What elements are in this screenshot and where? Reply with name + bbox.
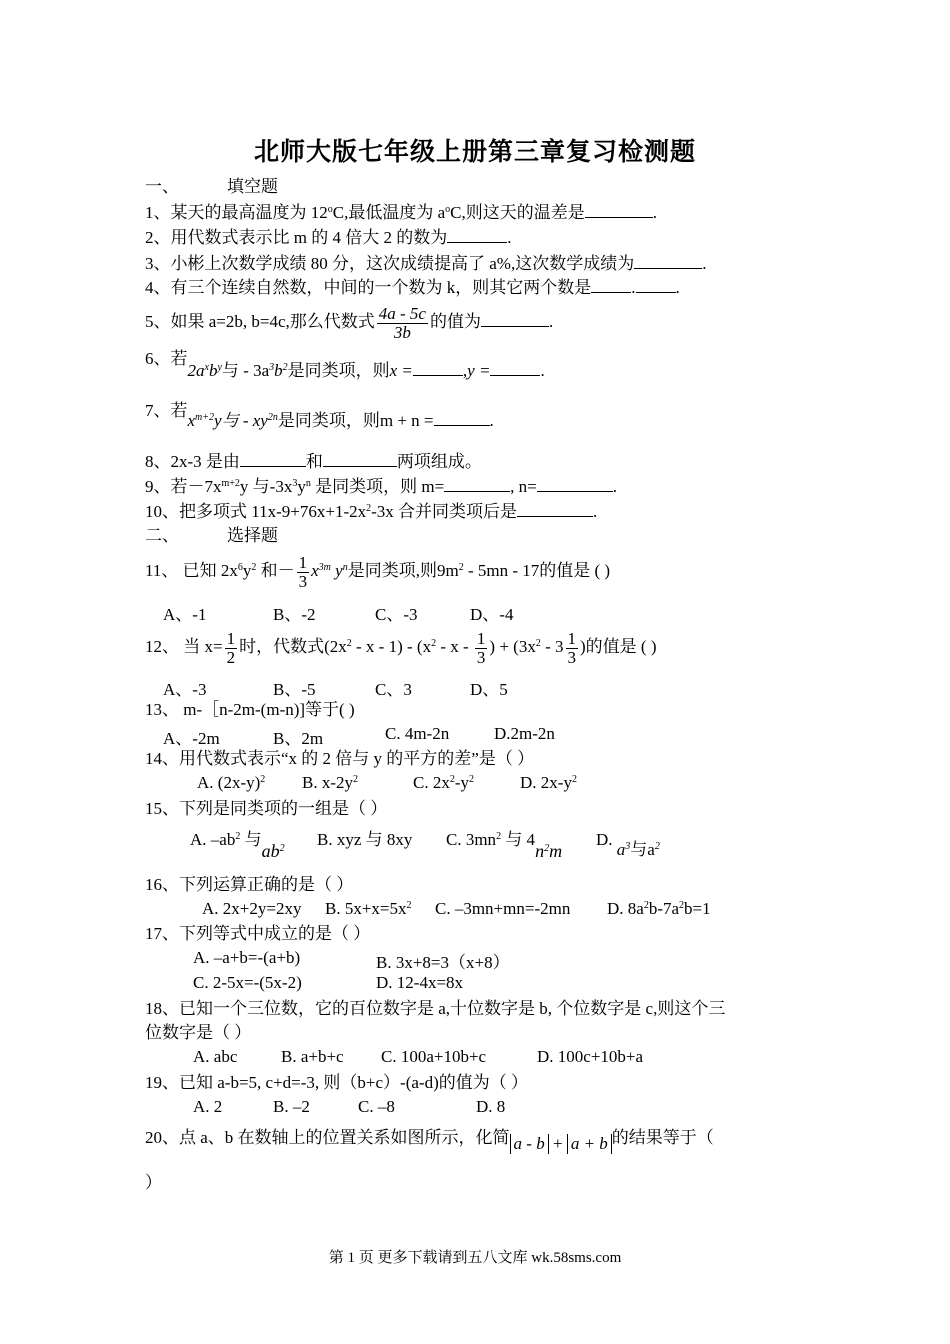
question-18-cont: 位数字是（ ） [145,1023,252,1042]
option-d[interactable]: D.2m-2n [494,724,555,743]
option-d[interactable]: D. 100c+10b+a [537,1047,644,1066]
question-11: 11、 已知 $2x^6y^2$ 和－ $\frac{1}{3}$ $x^{3m}$ $y^n$是同类项,则$9m^2 - 5mn - 17$的值是 ( ) [145,552,611,591]
question-10: 10、把多项式 $11x-9+76x+1-2x^2-3x$ 合并同类项后是 . [145,502,598,521]
option-b[interactable]: B. xyz 与 8xy [317,830,413,849]
section-number: 二、 [145,526,179,545]
section-multiple-choice [145,525,278,547]
option-c[interactable]: C. $3mn^2$ 与 $4n^2m$ [446,830,563,861]
answer-blank[interactable] [585,202,653,218]
section-number: 一、 [145,177,179,196]
option-b[interactable]: B、-2 [273,605,316,624]
question-13: 13、 m-［n-2m-(m-n)]等于( ) [145,700,355,719]
option-c[interactable]: C. –8 [358,1097,395,1116]
option-d[interactable]: D. $2x-y^2$ [520,773,577,792]
option-d[interactable]: D、5 [470,680,508,699]
question-18: 18、已知一个三位数，它的百位数字是 a,十位数字是 b, 个位数字是 c,则这个三 [145,999,726,1018]
question-3: 3、小彬上次数学成绩 80 分，这次成绩提高了 a%,这次数学成绩为 . [145,254,707,273]
question-20-cont: ） [145,1173,162,1192]
answer-blank[interactable] [444,476,510,492]
option-a[interactable]: A、-2m [163,729,220,748]
answer-blank[interactable] [634,253,702,269]
answer-blank[interactable] [636,277,676,293]
answer-blank[interactable] [413,360,463,376]
question-2: 2、用代数式表示比 m 的 4 倍大 2 的数为 . [145,228,512,247]
question-4: 4、有三个连续自然数，中间的一个数为 k，则其它两个数是 . . [145,278,680,297]
option-d[interactable]: D. $a^3$与$a^2$ [596,830,660,859]
option-a[interactable]: A. $(2x-y)^2$ [197,773,266,792]
option-d[interactable]: D. 8 [476,1097,506,1116]
section-label: 选择题 [227,526,278,545]
question-9: 9、若$-7x^{m+2}y$ 与$-3x^3y^n$ 是同类项，则 m= , n= . [145,477,617,496]
answer-blank[interactable] [447,227,507,243]
question-7: 7、若$x^{m+2}y$与 - $xy^{2n}$是同类项，则m + n = . [145,401,494,430]
option-c[interactable]: C. 2-5x=-(5x-2) [193,973,302,992]
question-5: 5、如果 a=2b, b=4c,那么代数式 $\frac{4a - 5c}{3b}$ 的值为 . [145,303,554,342]
option-b[interactable]: B. 3x+8=3（x+8） [376,953,510,972]
answer-blank[interactable] [490,360,540,376]
option-a[interactable]: A. 2x+2y=2xy [202,899,302,918]
option-c[interactable]: C、3 [375,680,412,699]
option-b[interactable]: B. $5x+x=5x^2$ [325,899,412,918]
option-b[interactable]: B、-5 [273,680,316,699]
option-d[interactable]: D、-4 [470,605,514,624]
option-a[interactable]: A. $-ab^2$ 与$ab^2$ [190,830,285,861]
option-d[interactable]: D. 12-4x=8x [376,973,464,992]
option-c[interactable]: C. 100a+10b+c [381,1047,487,1066]
option-b[interactable]: B. $x-2y^2$ [302,773,358,792]
option-c[interactable]: C. –3mn+mn=-2mn [435,899,571,918]
option-c[interactable]: C. 4m-2n [385,724,450,743]
option-d[interactable]: D. $8a^2b-7a^2b=1$ [607,899,711,918]
question-8: 8、2x-3 是由 和 两项组成。 [145,452,482,471]
answer-blank[interactable] [537,476,613,492]
section-fill-blank [145,176,278,198]
option-a[interactable]: A、-1 [163,605,207,624]
question-14: 14、用代数式表示“x 的 2 倍与 y 的平方的差”是（ ） [145,749,535,768]
option-a[interactable]: A. abc [193,1047,238,1066]
answer-blank[interactable] [323,451,397,467]
question-16: 16、下列运算正确的是（ ） [145,875,354,894]
question-17: 17、下列等式中成立的是（ ） [145,924,371,943]
question-15: 15、下列是同类项的一组是（ ） [145,799,388,818]
option-b[interactable]: B. a+b+c [281,1047,344,1066]
answer-blank[interactable] [434,410,490,426]
option-a[interactable]: A. –a+b=-(a+b) [193,948,301,967]
option-b[interactable]: B、2m [273,729,324,748]
page-footer: 第 1 页 更多下载请到五八文库 wk.58sms.com [328,1250,622,1266]
question-19: 19、已知 a-b=5, c+d=-3, 则（b+c）-(a-d)的值为（ ） [145,1073,528,1092]
option-a[interactable]: A、-3 [163,680,207,699]
section-label: 填空题 [227,177,278,196]
page-title: 北师大版七年级上册第三章复习检测题 [253,139,696,166]
question-20: 20、点 a、b 在数轴上的位置关系如图所示，化简 a - b + a + b 的结果等于（ [145,1128,714,1153]
option-a[interactable]: A. 2 [193,1097,223,1116]
option-c[interactable]: C、-3 [375,605,418,624]
answer-blank[interactable] [481,311,549,327]
option-c[interactable]: C. $2x^2-y^2$ [413,773,475,792]
question-6: 6、若$2a^xb^y$与 - $3a^3b^2$是同类项，则x = ,y = . [145,349,545,380]
answer-blank[interactable] [517,501,593,517]
option-b[interactable]: B. –2 [273,1097,310,1116]
question-12: 12、 当 x= $\frac{1}{2}$ 时，代数式($2x^2$ - x - $1) - (x^2$ - x - $\frac{1}{3}$ ) + ($3x^2 - 3$ $\frac{1}{3}$ )的值是 ( ) [145,628,657,667]
answer-blank[interactable] [240,451,306,467]
question-1: 1、某天的最高温度为 12$^o$C,最低温度为 $a^oC$,则这天的温差是 . [145,203,657,222]
answer-blank[interactable] [591,277,631,293]
